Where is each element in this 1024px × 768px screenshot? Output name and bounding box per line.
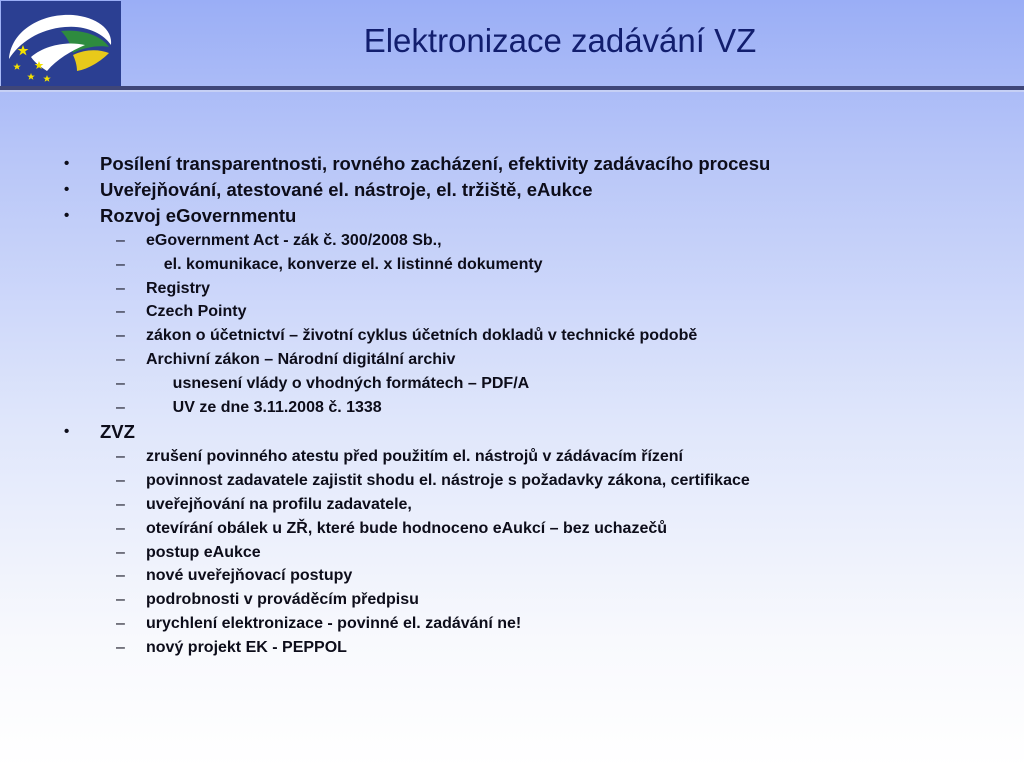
dash-icon: –	[116, 350, 125, 368]
bullet-text: ZVZ	[100, 421, 135, 443]
sub-bullet-text: UV ze dne 3.11.2008 č. 1338	[146, 398, 382, 416]
sub-bullet-text: povinnost zadavatele zajistit shodu el. nástroje s požadavky zákona, certifikace	[146, 472, 750, 490]
sub-bullet-text: nový projekt EK - PEPPOL	[146, 638, 347, 656]
dash-icon: –	[116, 591, 125, 609]
sub-bullet-item	[0, 588, 1000, 612]
bullet-text: Posílení transparentnosti, rovného zacházení, efektivity zadávacího procesu	[100, 153, 771, 174]
dash-icon: –	[116, 374, 125, 392]
bullet-text: Uveřejňování, atestované el. nástroje, el. tržiště, eAukce	[100, 179, 593, 200]
dash-icon: –	[116, 255, 125, 273]
bullet-item	[0, 151, 1000, 177]
sub-bullet-text: zrušení povinného atestu před použitím el. nástrojů v zádávacím řízení	[146, 448, 683, 466]
sub-bullet-item	[0, 612, 1000, 636]
sub-bullet-text: Archivní zákon – Národní digitální archiv	[146, 350, 456, 368]
slide-header	[0, 0, 1024, 88]
sub-bullet-item	[0, 253, 1000, 277]
sub-bullet-item	[0, 517, 1000, 541]
dash-icon: –	[116, 543, 125, 561]
dash-icon: –	[116, 398, 125, 416]
sub-bullet-item	[0, 229, 1000, 253]
sub-bullet-text: Registry	[146, 279, 211, 297]
sub-bullet-text: urychlení elektronizace - povinné el. zadávání ne!	[146, 614, 522, 632]
bullet-list	[0, 151, 1000, 660]
bullet-dot-icon: •	[64, 181, 70, 198]
dash-icon: –	[116, 232, 125, 249]
sub-bullet-text: nové uveřejňovací postupy	[146, 567, 353, 585]
dash-icon: –	[116, 638, 125, 656]
bullet-item	[0, 203, 1000, 229]
dash-icon: –	[116, 567, 125, 585]
sub-bullet-item	[0, 372, 1000, 396]
sub-bullet-item	[0, 493, 1000, 517]
sub-bullet-text: podrobnosti v prováděcím předpisu	[146, 591, 419, 609]
bullet-item	[0, 419, 1000, 445]
sub-bullet-item	[0, 277, 1000, 301]
dash-icon: –	[116, 614, 125, 632]
sub-bullet-text: otevírání obálek u ZŘ, které bude hodnoceno eAukcí – bez uchazečů	[146, 519, 668, 537]
sub-bullet-item	[0, 541, 1000, 565]
dash-icon: –	[116, 303, 125, 321]
bullet-item	[0, 177, 1000, 203]
sub-bullet-item	[0, 348, 1000, 372]
bullet-dot-icon: •	[64, 155, 70, 172]
dash-icon: –	[116, 279, 125, 297]
sub-bullet-item	[0, 396, 1000, 420]
bullet-dot-icon: •	[64, 423, 70, 441]
sub-bullet-item	[0, 636, 1000, 660]
dash-icon: –	[116, 448, 125, 466]
slide-title: Elektronizace zadávání VZ	[363, 22, 757, 59]
dash-icon: –	[116, 472, 125, 490]
sub-bullet-text: Czech Pointy	[146, 303, 247, 321]
sub-bullet-text: el. komunikace, konverze el. x listinné dokumenty	[146, 255, 543, 273]
sub-bullet-text: zákon o účetnictví – životní cyklus účetních dokladů v technické podobě	[146, 327, 698, 345]
title-divider-highlight	[0, 90, 1024, 92]
sub-bullet-item	[0, 564, 1000, 588]
dash-icon: –	[116, 327, 125, 345]
sub-bullet-item	[0, 300, 1000, 324]
dash-icon: –	[116, 495, 125, 513]
sub-bullet-text: usnesení vlády o vhodných formátech – PDF/A	[146, 374, 530, 392]
sub-bullet-item	[0, 324, 1000, 348]
bullet-text: Rozvoj eGovernmentu	[100, 205, 297, 226]
sub-bullet-text: uveřejňování na profilu zadavatele,	[146, 495, 412, 513]
regional-development-logo-icon	[1, 1, 121, 87]
dash-icon: –	[116, 519, 125, 537]
bullet-dot-icon: •	[64, 207, 70, 224]
sub-bullet-item	[0, 469, 1000, 493]
sub-bullet-text: eGovernment Act - zák č. 300/2008 Sb.,	[146, 232, 442, 249]
sub-bullet-text: postup eAukce	[146, 543, 261, 561]
sub-bullet-item	[0, 445, 1000, 469]
